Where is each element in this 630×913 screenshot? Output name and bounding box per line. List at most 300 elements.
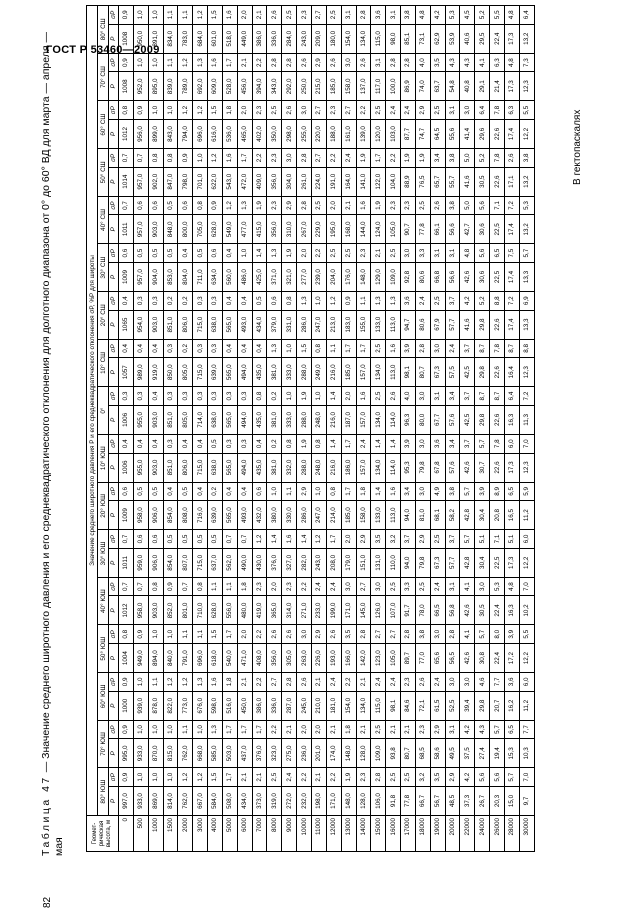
pressure-cell: 373,0 <box>252 787 267 816</box>
sigma-cell: 2,2 <box>297 577 312 596</box>
pressure-cell: 851,0 <box>163 405 178 434</box>
pressure-cell: 139,0 <box>356 120 371 149</box>
pressure-cell: 17,3 <box>504 72 519 101</box>
pressure-cell: 261,0 <box>297 167 312 196</box>
sigma-cell: 3,7 <box>460 339 475 358</box>
sigma-cell: 1,0 <box>133 5 148 24</box>
pressure-cell: 67,3 <box>430 548 445 577</box>
sigma-cell: 0,7 <box>133 149 148 168</box>
sigma-cell: 5,5 <box>519 625 534 644</box>
sigma-cell: 2,0 <box>326 196 341 215</box>
pressure-cell: 120,0 <box>371 120 386 149</box>
sigma-cell: 3,7 <box>401 530 416 549</box>
pressure-cell: 310,0 <box>282 215 297 244</box>
sigma-cell: 0,3 <box>163 434 178 453</box>
pressure-cell: 78,0 <box>415 596 430 625</box>
table-caption <box>40 16 66 856</box>
pressure-cell: 76,5 <box>415 167 430 196</box>
sigma-cell: 0,4 <box>193 482 208 501</box>
pressure-cell: 20,8 <box>490 501 505 530</box>
pressure-cell: 158,0 <box>356 501 371 530</box>
pressure-cell: 22,4 <box>490 596 505 625</box>
pressure-cell: 74,0 <box>415 72 430 101</box>
sigma-cell: 2,5 <box>326 5 341 24</box>
pressure-cell: 22,4 <box>490 644 505 673</box>
pressure-cell: 762,0 <box>178 787 193 816</box>
sigma-cell: 1,9 <box>415 149 430 168</box>
sigma-cell: 2,6 <box>386 387 401 406</box>
sigma-cell: 3,8 <box>519 149 534 168</box>
table-row <box>178 5 193 851</box>
pressure-cell: 174,0 <box>326 739 341 768</box>
pressure-cell: 57,7 <box>445 310 460 339</box>
pressure-cell: 22,6 <box>490 310 505 339</box>
pressure-cell: 91,7 <box>401 596 416 625</box>
sigma-cell: 2,6 <box>282 101 297 120</box>
pressure-cell: 56,7 <box>430 787 445 816</box>
sigma-cell: 2,3 <box>252 577 267 596</box>
pressure-cell: 42,5 <box>460 405 475 434</box>
pressure-cell: 161,0 <box>341 120 356 149</box>
table-row <box>282 5 297 851</box>
sigma-cell: 1,7 <box>326 530 341 549</box>
pressure-cell: 80,6 <box>415 262 430 291</box>
pressure-cell: 54,8 <box>445 72 460 101</box>
pressure-cell: 179,0 <box>341 548 356 577</box>
sigma-cell: 2,4 <box>430 673 445 692</box>
pressure-cell: 634,0 <box>208 262 223 291</box>
pressure-cell: 98,1 <box>386 691 401 720</box>
p-subheader: P <box>109 167 119 196</box>
sigma-cell: 1,9 <box>297 434 312 453</box>
sigma-cell: 2,8 <box>297 196 312 215</box>
pressure-cell: 117,0 <box>371 72 386 101</box>
sigma-cell: 3,0 <box>415 387 430 406</box>
pressure-cell: 419,0 <box>252 596 267 625</box>
sigma-cell: 3,4 <box>430 149 445 168</box>
pressure-cell: 376,0 <box>252 739 267 768</box>
pressure-cell: 17,4 <box>504 310 519 339</box>
pressure-cell: 17,2 <box>504 644 519 673</box>
pressure-cell: 105,0 <box>386 215 401 244</box>
sigma-cell: 1,3 <box>193 673 208 692</box>
sigma-cell: 3,0 <box>430 339 445 358</box>
pressure-cell: 17,3 <box>504 453 519 482</box>
pressure-cell: 77,8 <box>401 787 416 816</box>
sigma-cell: 2,1 <box>237 673 252 692</box>
pressure-cell: 84,6 <box>401 691 416 720</box>
pressure-cell: 245,0 <box>297 691 312 720</box>
sigma-cell: 1,1 <box>178 5 193 24</box>
table-row <box>163 5 178 851</box>
pressure-cell: 949,0 <box>133 644 148 673</box>
sigma-cell: 5,9 <box>519 482 534 501</box>
pressure-cell: 435,0 <box>252 453 267 482</box>
sigma-cell: 2,1 <box>252 768 267 787</box>
pressure-cell: 503,0 <box>222 739 237 768</box>
sigma-cell: 1,2 <box>193 768 208 787</box>
sigma-cell: 3,0 <box>445 673 460 692</box>
sigma-cell: 2,5 <box>267 101 282 120</box>
sigma-cell: 2,1 <box>311 768 326 787</box>
pressure-cell: 142,0 <box>356 644 371 673</box>
pressure-cell: 540,0 <box>222 644 237 673</box>
sigma-cell: 1,6 <box>222 5 237 24</box>
sigma-cell: 2,9 <box>311 53 326 72</box>
pressure-cell: 794,0 <box>178 120 193 149</box>
pressure-cell: 638,0 <box>208 405 223 434</box>
sigma-cell: 0,6 <box>267 291 282 310</box>
pressure-cell: 668,0 <box>193 739 208 768</box>
pressure-cell: 113,0 <box>386 310 401 339</box>
pressure-cell: 12,2 <box>519 120 534 149</box>
pressure-cell: 248,0 <box>311 405 326 434</box>
sigma-cell: 2,8 <box>371 768 386 787</box>
sigma-cell: 1,9 <box>282 244 297 263</box>
sigma-cell: 1,3 <box>267 339 282 358</box>
pressure-cell: 145,0 <box>356 596 371 625</box>
pressure-cell: 356,0 <box>267 644 282 673</box>
pressure-cell: 11,2 <box>519 501 534 530</box>
sigma-cell: 5,3 <box>445 5 460 24</box>
sigma-cell: 0,5 <box>208 434 223 453</box>
sigma-cell: 2,2 <box>252 673 267 692</box>
sigma-cell: 6,0 <box>519 673 534 692</box>
pressure-cell: 848,0 <box>163 215 178 244</box>
sigma-cell: 3,0 <box>460 101 475 120</box>
pressure-cell: 180,0 <box>326 24 341 53</box>
pressure-cell: 243,0 <box>311 548 326 577</box>
pressure-cell: 286,0 <box>297 501 312 530</box>
pressure-cell: 17,4 <box>504 120 519 149</box>
pressure-cell: 209,0 <box>311 24 326 53</box>
pressure-cell: 52,5 <box>445 691 460 720</box>
sigma-cell: 1,7 <box>237 720 252 739</box>
pressure-cell: 16,3 <box>504 405 519 434</box>
pressure-cell: 314,0 <box>282 596 297 625</box>
sigma-cell: 0,7 <box>119 149 134 168</box>
latitude-header: 0° <box>98 387 109 435</box>
altitude-cell: 10000 <box>297 816 312 852</box>
pressure-cell: 148,0 <box>356 262 371 291</box>
pressure-cell: 628,0 <box>208 215 223 244</box>
sigma-cell: 0,3 <box>222 434 237 453</box>
sigma-cell: 1,0 <box>193 149 208 168</box>
pressure-cell: 1004 <box>119 644 134 673</box>
pressure-cell: 185,0 <box>341 501 356 530</box>
pressure-cell: 30,7 <box>475 453 490 482</box>
sigma-cell: 2,8 <box>267 53 282 72</box>
pressure-cell: 13,3 <box>519 262 534 291</box>
sigma-cell: 0,9 <box>208 196 223 215</box>
sigma-subheader: σP <box>109 244 119 263</box>
p-subheader: P <box>109 24 119 53</box>
sigma-cell: 2,4 <box>371 673 386 692</box>
table-row <box>356 5 371 851</box>
table-row <box>208 5 223 851</box>
pressure-cell: 41,4 <box>460 120 475 149</box>
sigma-cell: 1,1 <box>148 673 163 692</box>
sigma-cell: 4,2 <box>460 291 475 310</box>
sigma-cell: 2,6 <box>326 53 341 72</box>
sigma-cell: 0,3 <box>148 291 163 310</box>
pressure-cell: 113,0 <box>386 358 401 387</box>
pressure-cell: 29,8 <box>475 310 490 339</box>
sigma-cell: 1,1 <box>193 625 208 644</box>
pressure-cell: 995,0 <box>119 739 134 768</box>
altitude-cell: 4000 <box>208 816 223 852</box>
sigma-cell: 0,5 <box>193 244 208 263</box>
sigma-cell: 1,6 <box>222 149 237 168</box>
pressure-cell: 798,0 <box>178 167 193 196</box>
sigma-cell: 0,6 <box>178 196 193 215</box>
sigma-cell: 2,3 <box>401 196 416 215</box>
pressure-cell: 386,0 <box>252 24 267 53</box>
sigma-cell: 3,9 <box>401 434 416 453</box>
sigma-cell: 3,8 <box>401 5 416 24</box>
pressure-cell: 609,0 <box>208 72 223 101</box>
sigma-cell: 5,7 <box>519 244 534 263</box>
sigma-cell: 2,6 <box>356 53 371 72</box>
sigma-cell: 4,3 <box>445 53 460 72</box>
sigma-cell: 2,2 <box>297 768 312 787</box>
pressure-cell: 134,0 <box>371 453 386 482</box>
table-row <box>311 5 326 851</box>
sigma-cell: 2,4 <box>311 577 326 596</box>
pressure-cell: 30,8 <box>475 644 490 673</box>
sigma-cell: 0,4 <box>237 339 252 358</box>
sigma-cell: 2,6 <box>504 149 519 168</box>
pressure-cell: 957,0 <box>133 262 148 291</box>
sigma-cell: 0,5 <box>252 291 267 310</box>
sigma-cell: 2,1 <box>386 720 401 739</box>
sigma-cell: 2,5 <box>267 768 282 787</box>
sigma-cell: 3,6 <box>430 434 445 453</box>
sigma-cell: 6,4 <box>475 101 490 120</box>
pressure-cell: 9,7 <box>519 787 534 816</box>
latitude-header: 60° ЮШ <box>98 673 109 721</box>
p-subheader: P <box>109 739 119 768</box>
sigma-cell: 3,5 <box>341 625 356 644</box>
sigma-cell: 3,0 <box>371 577 386 596</box>
pressure-cell: 493,0 <box>237 501 252 530</box>
pressure-cell: 13,3 <box>519 310 534 339</box>
pressure-cell: 62,9 <box>430 24 445 53</box>
sigma-cell: 0,9 <box>133 625 148 644</box>
p-subheader: P <box>109 644 119 673</box>
pressure-cell: 77,8 <box>415 215 430 244</box>
latitude-header: 70° СШ <box>98 53 109 101</box>
latitude-header: 30° СШ <box>98 244 109 292</box>
sigma-cell: 2,2 <box>252 53 267 72</box>
pressure-cell: 543,0 <box>222 167 237 196</box>
pressure-cell: 66,8 <box>430 262 445 291</box>
sigma-cell: 2,5 <box>341 244 356 263</box>
sigma-cell: 5,2 <box>475 291 490 310</box>
sigma-cell: 0,4 <box>148 387 163 406</box>
sigma-cell: 0,5 <box>163 244 178 263</box>
pressure-cell: 30,6 <box>475 215 490 244</box>
table-row <box>193 5 208 851</box>
sigma-cell: 0,6 <box>252 482 267 501</box>
sigma-cell: 1,9 <box>341 768 356 787</box>
pressure-cell: 17,3 <box>504 548 519 577</box>
pressure-cell: 81,0 <box>415 501 430 530</box>
pressure-cell: 42,6 <box>460 262 475 291</box>
sigma-cell: 0,6 <box>133 196 148 215</box>
pressure-cell: 450,0 <box>237 691 252 720</box>
sigma-cell: 1,2 <box>311 530 326 549</box>
sigma-cell: 3,8 <box>445 196 460 215</box>
table-row <box>475 5 490 851</box>
sigma-cell: 3,1 <box>445 577 460 596</box>
sigma-cell: 2,5 <box>386 768 401 787</box>
sigma-cell: 4,8 <box>415 5 430 24</box>
sigma-cell: 2,2 <box>326 149 341 168</box>
sigma-cell: 2,1 <box>326 720 341 739</box>
pressure-cell: 292,0 <box>282 72 297 101</box>
sigma-cell: 0,7 <box>178 577 193 596</box>
pressure-cell: 705,0 <box>193 215 208 244</box>
sigma-cell: 2,8 <box>401 625 416 644</box>
latitude-header: 40° ЮШ <box>98 577 109 625</box>
sigma-cell: 1,7 <box>222 625 237 644</box>
sigma-cell: 1,6 <box>208 673 223 692</box>
pressure-cell: 106,0 <box>371 787 386 816</box>
sigma-cell: 1,7 <box>371 149 386 168</box>
pressure-cell: 68,1 <box>430 501 445 530</box>
sigma-cell: 0,5 <box>133 482 148 501</box>
pressure-cell: 67,7 <box>430 405 445 434</box>
sigma-subheader: σP <box>109 53 119 72</box>
sigma-cell: 4,3 <box>460 53 475 72</box>
sigma-cell: 6,3 <box>504 101 519 120</box>
sigma-cell: 2,6 <box>267 5 282 24</box>
sigma-cell: 1,0 <box>163 720 178 739</box>
pressure-cell: 379,0 <box>267 310 282 339</box>
pressure-cell: 56,8 <box>445 596 460 625</box>
sigma-cell: 3,2 <box>386 530 401 549</box>
sigma-cell: 7,0 <box>519 768 534 787</box>
pressure-cell: 12,3 <box>519 358 534 387</box>
sigma-cell: 2,0 <box>297 244 312 263</box>
pressure-cell: 854,0 <box>163 501 178 530</box>
pressure-cell: 282,0 <box>297 548 312 577</box>
pressure-cell: 37,5 <box>460 739 475 768</box>
sigma-cell: 4,0 <box>401 387 416 406</box>
sigma-cell: 1,4 <box>297 530 312 549</box>
p-subheader: P <box>109 72 119 101</box>
pressure-cell: 80,0 <box>415 405 430 434</box>
sigma-subheader: σP <box>109 101 119 120</box>
sigma-cell: 0,5 <box>178 530 193 549</box>
sigma-cell: 5,7 <box>490 720 505 739</box>
sigma-cell: 2,2 <box>356 101 371 120</box>
pressure-cell: 73,1 <box>415 24 430 53</box>
pressure-cell: 39,4 <box>460 691 475 720</box>
sigma-cell: 0,4 <box>148 339 163 358</box>
sigma-subheader: σP <box>109 577 119 596</box>
latitude-header: 70° ЮШ <box>98 720 109 768</box>
sigma-cell: 0,4 <box>163 482 178 501</box>
pressure-cell: 288,0 <box>297 358 312 387</box>
pressure-cell: 556,0 <box>222 596 237 625</box>
pressure-cell: 96,3 <box>401 405 416 434</box>
pressure-cell: 906,0 <box>148 548 163 577</box>
sigma-cell: 2,0 <box>341 530 356 549</box>
pressure-cell: 94,0 <box>401 501 416 530</box>
sigma-cell: 2,3 <box>252 101 267 120</box>
pressure-cell: 41,6 <box>460 310 475 339</box>
sigma-cell: 2,1 <box>371 244 386 263</box>
sigma-cell: 2,4 <box>430 577 445 596</box>
pressure-cell: 90,7 <box>401 215 416 244</box>
sigma-subheader: σP <box>109 482 119 501</box>
sigma-cell: 2,6 <box>297 53 312 72</box>
sigma-cell: 2,2 <box>341 673 356 692</box>
sigma-cell: 3,1 <box>430 244 445 263</box>
pressure-cell: 131,0 <box>371 548 386 577</box>
sigma-cell: 2,0 <box>267 577 282 596</box>
sigma-subheader: σP <box>109 530 119 549</box>
pressure-cell: 22,4 <box>490 24 505 53</box>
pressure-cell: 166,0 <box>341 644 356 673</box>
pressure-cell: 114,0 <box>386 453 401 482</box>
sigma-cell: 0,5 <box>133 244 148 263</box>
sigma-cell: 2,3 <box>297 5 312 24</box>
sigma-cell: 0,8 <box>282 291 297 310</box>
pressure-cell: 94,0 <box>401 548 416 577</box>
sigma-cell: 0,9 <box>119 5 134 24</box>
pressure-cell: 22,6 <box>490 358 505 387</box>
sigma-cell: 3,1 <box>430 387 445 406</box>
pressure-cell: 806,0 <box>178 310 193 339</box>
sigma-cell: 8,7 <box>490 387 505 406</box>
pressure-cell: 271,0 <box>297 596 312 625</box>
sigma-cell: 7,5 <box>504 244 519 263</box>
altitude-cell: 15000 <box>371 816 386 852</box>
pressure-cell: 903,0 <box>148 453 163 482</box>
sigma-cell: 2,6 <box>282 625 297 644</box>
pressure-cell: 148,0 <box>341 739 356 768</box>
sigma-cell: 3,0 <box>415 482 430 501</box>
sigma-cell: 7,0 <box>519 577 534 596</box>
sigma-cell: 7,8 <box>490 434 505 453</box>
sigma-cell: 5,1 <box>504 530 519 549</box>
pressure-cell: 185,0 <box>326 72 341 101</box>
pressure-cell: 19,4 <box>490 739 505 768</box>
sigma-subheader: σP <box>109 625 119 644</box>
pressure-cell: 805,0 <box>178 358 193 387</box>
sigma-cell: 0,4 <box>237 291 252 310</box>
sigma-cell: 7,8 <box>490 339 505 358</box>
pressure-cell: 508,0 <box>222 787 237 816</box>
pressure-cell: 903,0 <box>148 215 163 244</box>
pressure-cell: 637,0 <box>208 548 223 577</box>
pressure-cell: 26,7 <box>475 787 490 816</box>
sigma-cell: 2,3 <box>267 196 282 215</box>
sigma-cell: 2,7 <box>386 625 401 644</box>
pressure-cell: 114,0 <box>386 405 401 434</box>
pressure-cell: 57,6 <box>445 453 460 482</box>
pressure-cell: 55,6 <box>445 120 460 149</box>
sigma-cell: 1,5 <box>208 5 223 24</box>
altitude-cell: 8000 <box>267 816 282 852</box>
pressure-table-container <box>86 10 535 852</box>
sigma-cell: 1,2 <box>178 101 193 120</box>
pressure-cell: 696,0 <box>193 120 208 149</box>
pressure-cell: 955,0 <box>133 453 148 482</box>
